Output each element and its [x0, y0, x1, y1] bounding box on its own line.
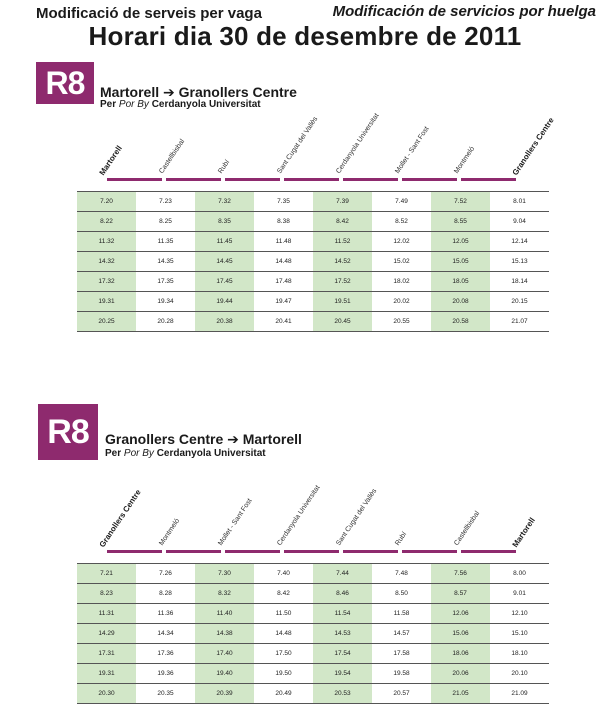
line-segment [343, 550, 398, 553]
time-cell: 7.26 [136, 564, 195, 584]
timetable [77, 563, 549, 704]
time-cell: 8.01 [490, 192, 549, 212]
time-cell: 19.47 [254, 292, 313, 312]
time-cell: 19.51 [313, 292, 372, 312]
time-cell: 20.58 [431, 312, 490, 332]
time-cell: 8.38 [254, 212, 313, 232]
time-cell: 15.13 [490, 252, 549, 272]
time-cell: 18.02 [372, 272, 431, 292]
time-cell: 17.36 [136, 644, 195, 664]
time-cell: 20.30 [77, 684, 136, 704]
time-cell: 19.54 [313, 664, 372, 684]
time-cell: 8.25 [136, 212, 195, 232]
station-label: Martorell [510, 515, 537, 549]
table-row [77, 584, 549, 604]
time-cell: 20.45 [313, 312, 372, 332]
time-cell: 14.45 [195, 252, 254, 272]
time-cell: 7.40 [254, 564, 313, 584]
time-cell: 20.35 [136, 684, 195, 704]
time-cell: 12.10 [490, 604, 549, 624]
line-badge: R8 [38, 404, 98, 460]
time-cell: 8.42 [254, 584, 313, 604]
line-segment [107, 550, 162, 553]
time-cell: 19.50 [254, 664, 313, 684]
time-cell: 17.58 [372, 644, 431, 664]
table-row [77, 664, 549, 684]
time-cell: 19.40 [195, 664, 254, 684]
time-cell: 19.31 [77, 664, 136, 684]
station-label: Mollet - Sant Fost [217, 497, 254, 547]
time-cell: 14.38 [195, 624, 254, 644]
table-row [77, 604, 549, 624]
time-cell: 14.34 [136, 624, 195, 644]
time-cell: 8.57 [431, 584, 490, 604]
station-label: Mollet - Sant Fost [394, 125, 431, 175]
time-cell: 20.55 [372, 312, 431, 332]
time-cell: 12.06 [431, 604, 490, 624]
time-cell: 20.15 [490, 292, 549, 312]
header-catalan: Modificació de serveis per vaga [36, 5, 262, 22]
time-cell: 11.48 [254, 232, 313, 252]
time-cell: 8.46 [313, 584, 372, 604]
time-cell: 8.55 [431, 212, 490, 232]
station-label: Granollers Centre [97, 487, 143, 549]
time-cell: 8.42 [313, 212, 372, 232]
time-cell: 11.40 [195, 604, 254, 624]
route-title: Granollers Centre ➔ Martorell [105, 431, 302, 447]
time-cell: 18.06 [431, 644, 490, 664]
time-cell: 19.58 [372, 664, 431, 684]
time-cell: 11.31 [77, 604, 136, 624]
time-cell: 17.54 [313, 644, 372, 664]
time-cell: 18.05 [431, 272, 490, 292]
time-cell: 20.39 [195, 684, 254, 704]
time-cell: 8.28 [136, 584, 195, 604]
time-cell: 7.35 [254, 192, 313, 212]
station-label: Cerdanyola Universitat [276, 484, 322, 547]
time-cell: 11.32 [77, 232, 136, 252]
time-cell: 18.14 [490, 272, 549, 292]
time-cell: 18.10 [490, 644, 549, 664]
time-cell: 14.48 [254, 624, 313, 644]
table-row [77, 624, 549, 644]
time-cell: 20.02 [372, 292, 431, 312]
line-segment [166, 550, 221, 553]
time-cell: 17.32 [77, 272, 136, 292]
time-cell: 17.31 [77, 644, 136, 664]
time-cell: 9.01 [490, 584, 549, 604]
station-label: Martorell [97, 143, 124, 177]
time-cell: 11.52 [313, 232, 372, 252]
via-station: Cerdanyola Universitat [151, 99, 261, 110]
station-label: Cerdanyola Universitat [335, 112, 381, 175]
time-cell: 17.35 [136, 272, 195, 292]
line-segment [225, 550, 280, 553]
time-cell: 11.35 [136, 232, 195, 252]
time-cell: 7.48 [372, 564, 431, 584]
time-cell: 11.58 [372, 604, 431, 624]
time-cell: 20.08 [431, 292, 490, 312]
time-cell: 19.34 [136, 292, 195, 312]
time-cell: 12.02 [372, 232, 431, 252]
station-label: Rubí [394, 530, 409, 547]
time-cell: 9.04 [490, 212, 549, 232]
station-label: Rubí [217, 158, 232, 175]
time-cell: 19.36 [136, 664, 195, 684]
time-cell: 8.00 [490, 564, 549, 584]
station-label: Granollers Centre [510, 115, 556, 177]
time-cell: 20.57 [372, 684, 431, 704]
time-cell: 12.14 [490, 232, 549, 252]
station-label: Montmeló [453, 145, 477, 175]
station-label: Sant Cugat del Vallès [276, 115, 320, 175]
time-cell: 14.32 [77, 252, 136, 272]
page-title: Horari dia 30 de desembre de 2011 [88, 21, 522, 51]
time-cell: 7.32 [195, 192, 254, 212]
time-cell: 19.31 [77, 292, 136, 312]
time-cell: 20.38 [195, 312, 254, 332]
via-prefix: Per [105, 448, 122, 459]
time-cell: 7.23 [136, 192, 195, 212]
via-es-en: Por By [123, 448, 154, 459]
line-badge: R8 [36, 62, 94, 104]
station-label: Sant Cugat del Vallès [335, 487, 379, 547]
time-cell: 8.23 [77, 584, 136, 604]
time-cell: 8.35 [195, 212, 254, 232]
time-cell: 15.10 [490, 624, 549, 644]
time-cell: 8.32 [195, 584, 254, 604]
time-cell: 11.50 [254, 604, 313, 624]
time-cell: 21.09 [490, 684, 549, 704]
time-cell: 17.48 [254, 272, 313, 292]
time-cell: 7.30 [195, 564, 254, 584]
time-cell: 15.02 [372, 252, 431, 272]
station-label: Montmeló [158, 517, 182, 547]
time-cell: 17.40 [195, 644, 254, 664]
time-cell: 17.45 [195, 272, 254, 292]
table-row [77, 644, 549, 664]
time-cell: 8.52 [372, 212, 431, 232]
time-cell: 17.52 [313, 272, 372, 292]
time-cell: 11.45 [195, 232, 254, 252]
time-cell: 19.44 [195, 292, 254, 312]
time-cell: 7.49 [372, 192, 431, 212]
header-spanish: Modificación de servicios por huelga [332, 3, 596, 20]
time-cell: 21.05 [431, 684, 490, 704]
time-cell: 14.57 [372, 624, 431, 644]
time-cell: 20.49 [254, 684, 313, 704]
time-cell: 7.39 [313, 192, 372, 212]
time-cell: 20.06 [431, 664, 490, 684]
table-row [77, 684, 549, 704]
time-cell: 21.07 [490, 312, 549, 332]
time-cell: 11.54 [313, 604, 372, 624]
station-label: Castellbisbal [453, 510, 482, 547]
table-row [77, 564, 549, 584]
time-cell: 20.10 [490, 664, 549, 684]
time-cell: 7.20 [77, 192, 136, 212]
time-cell: 14.52 [313, 252, 372, 272]
time-cell: 20.53 [313, 684, 372, 704]
via-station: Cerdanyola Universitat [156, 448, 266, 459]
via-es-en: Por By [118, 99, 149, 110]
time-cell: 20.25 [77, 312, 136, 332]
time-cell: 17.50 [254, 644, 313, 664]
time-cell: 8.50 [372, 584, 431, 604]
time-cell: 14.29 [77, 624, 136, 644]
line-segment [402, 550, 457, 553]
line-segment [461, 550, 516, 553]
time-cell: 14.35 [136, 252, 195, 272]
station-label: Castellbisbal [158, 138, 187, 175]
time-cell: 8.22 [77, 212, 136, 232]
time-cell: 11.36 [136, 604, 195, 624]
time-cell: 20.41 [254, 312, 313, 332]
via-prefix: Per [100, 99, 117, 110]
route-title: Martorell ➔ Granollers Centre [100, 84, 297, 100]
time-cell: 20.28 [136, 312, 195, 332]
time-cell: 7.21 [77, 564, 136, 584]
time-cell: 14.53 [313, 624, 372, 644]
time-cell: 15.06 [431, 624, 490, 644]
time-cell: 7.56 [431, 564, 490, 584]
time-cell: 12.05 [431, 232, 490, 252]
time-cell: 7.52 [431, 192, 490, 212]
time-cell: 7.44 [313, 564, 372, 584]
time-cell: 14.48 [254, 252, 313, 272]
time-cell: 15.05 [431, 252, 490, 272]
line-segment [284, 550, 339, 553]
